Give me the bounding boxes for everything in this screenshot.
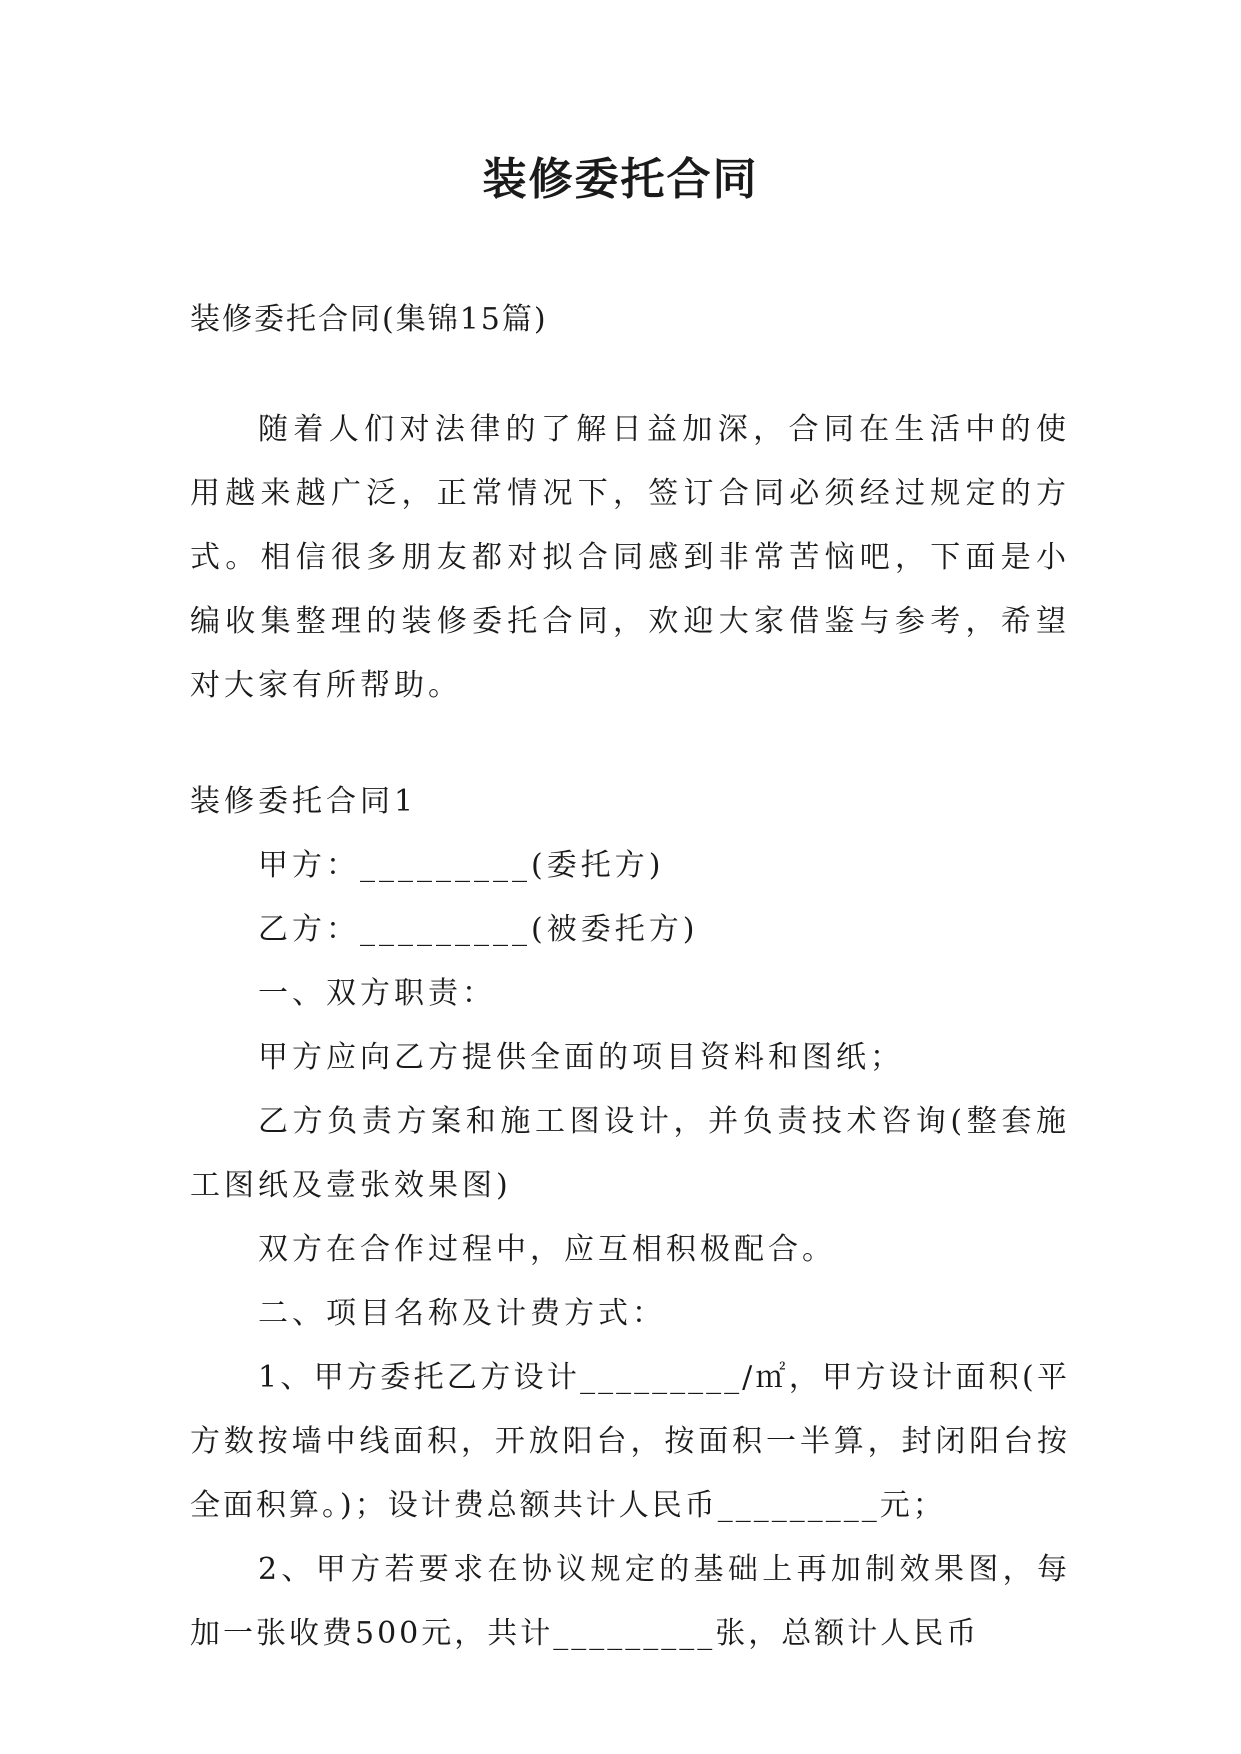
clause-line: 乙方负责方案和施工图设计，并负责技术咨询(整套施工图纸及壹张效果图) [190, 1104, 1070, 1203]
clause-line: 1、甲方委托乙方设计_________/㎡，甲方设计面积(平方数按墙中线面积，开放阳台，按面积一半算，封闭阳台按全面积算。)；设计费总额共计人民币_________元； [190, 1360, 1070, 1523]
intro-paragraph: 随着人们对法律的了解日益加深，合同在生活中的使用越来越广泛，正常情况下，签订合同必须经过规定的方式。相信很多朋友都对拟合同感到非常苦恼吧，下面是小编收集整理的装修委托合同，欢迎大家借鉴与参考，希望对大家有所帮助。 [190, 412, 1070, 703]
clause-line: 2、甲方若要求在协议规定的基础上再加制效果图，每加一张收费500元，共计_________张，总额计人民币 [190, 1552, 1070, 1651]
document-subtitle: 装修委托合同(集锦15篇) [190, 302, 548, 337]
section-heading: 装修委托合同1 [190, 784, 418, 819]
clause-heading-fees: 二、项目名称及计费方式： [258, 1296, 666, 1331]
party-a-line: 甲方：_________(委托方) [258, 848, 665, 883]
contract-section [190, 770, 1070, 1666]
clause-line: 甲方应向乙方提供全面的项目资料和图纸； [258, 1040, 904, 1075]
party-b-line: 乙方：_________(被委托方) [258, 912, 699, 947]
intro-paragraph-block [190, 398, 1070, 718]
clause-line: 双方在合作过程中，应互相积极配合。 [258, 1232, 836, 1267]
clause-heading-responsibilities: 一、双方职责： [258, 976, 496, 1011]
document-title: 装修委托合同 [482, 154, 759, 205]
